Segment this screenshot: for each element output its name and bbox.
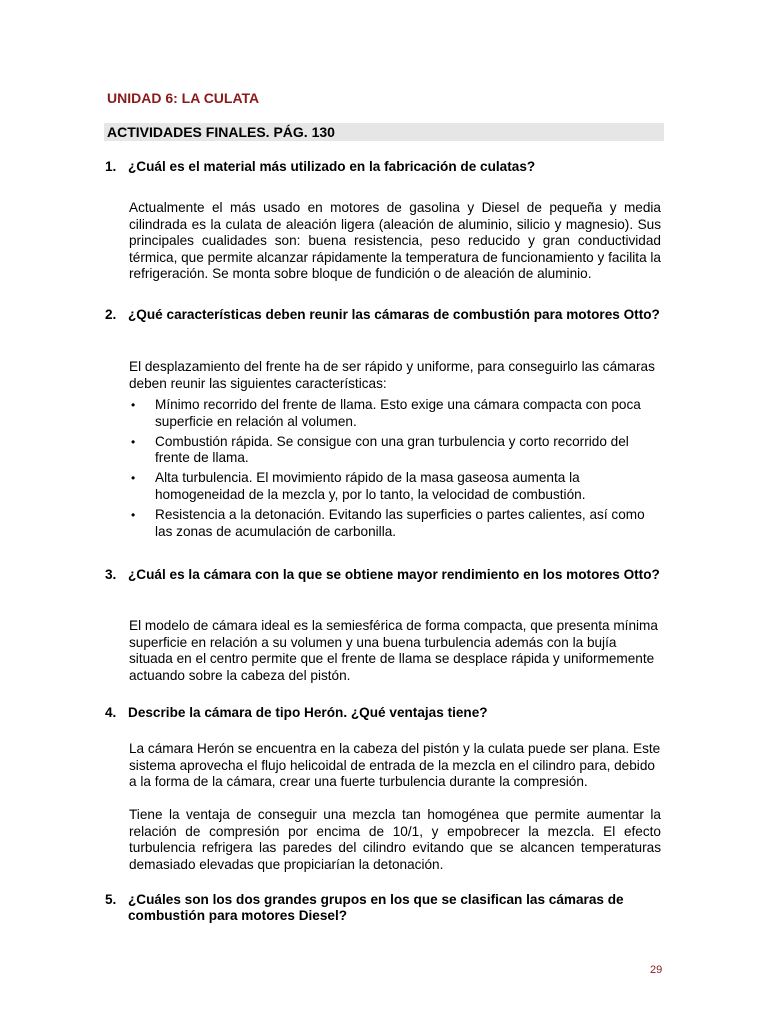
list-item	[129, 507, 661, 540]
answer-1: Actualmente el más usado en motores de gasolina y Diesel de pequeña y media cilindrada es la culata de aleación ligera (aleación de aluminio, silicio y magnesio). Sus principales cualidades son: buena resistencia, peso reducido y gran conductividad térmica, que permite alcanzar rápidamente la temperatura de funcionamiento y facilita la refrigeración. Se monta sobre bloque de fundición o de aleación de aluminio.	[129, 200, 661, 282]
bullet-icon: •	[131, 434, 136, 449]
question-number: 5.	[105, 892, 117, 907]
list-item	[129, 397, 661, 430]
question-text: ¿Cuál es el material más utilizado en la fabricación de culatas?	[128, 159, 536, 174]
question-text: ¿Qué características deben reunir las cámaras de combustión para motores Otto?	[128, 307, 660, 322]
question-1	[105, 159, 660, 175]
section-header-bar	[104, 123, 664, 141]
characteristics-list	[129, 397, 661, 544]
question-text: ¿Cuáles son los dos grandes grupos en los que se clasifican las cámaras de combustión para motores Diesel?	[128, 892, 624, 923]
unit-title: UNIDAD 6: LA CULATA	[107, 90, 260, 106]
answer-2-intro: El desplazamiento del frente ha de ser rápido y uniforme, para conseguirlo las cámaras deben reunir las siguientes características:	[129, 359, 655, 391]
question-text: ¿Cuál es la cámara con la que se obtiene mayor rendimiento en los motores Otto?	[128, 567, 660, 582]
question-5	[105, 892, 660, 924]
page-number: 29	[650, 964, 663, 976]
list-item-text: Resistencia a la detonación. Evitando las superficies o partes calientes, así como las zonas de acumulación de carbonilla.	[155, 507, 645, 539]
question-number: 4.	[105, 705, 117, 720]
question-number: 1.	[105, 159, 117, 174]
answer-4-paragraph-1: La cámara Herón se encuentra en la cabeza del pistón y la culata puede ser plana. Este sistema aprovecha el flujo helicoidal de entrada de la mezcla en el cilindro para, debido a la forma de la cámara, crear una fuerte turbulencia durante la compresión.	[129, 741, 661, 790]
list-item-text: Combustión rápida. Se consigue con una gran turbulencia y corto recorrido del frente de llama.	[155, 433, 629, 466]
list-item-text: Alta turbulencia. El movimiento rápido de la masa gaseosa aumenta la homogeneidad de la mezcla y, por lo tanto, la velocidad de combustión.	[155, 470, 586, 502]
list-item-text: Mínimo recorrido del frente de llama. Esto exige una cámara compacta con poca superficie en relación al volumen.	[155, 397, 641, 429]
question-text: Describe la cámara de tipo Herón. ¿Qué ventajas tiene?	[128, 705, 488, 720]
section-title: ACTIVIDADES FINALES. PÁG. 130	[107, 124, 335, 140]
bullet-icon: •	[131, 471, 136, 486]
bullet-icon: •	[131, 508, 136, 523]
question-2	[105, 307, 660, 323]
bullet-icon: •	[131, 398, 136, 412]
answer-4-paragraph-2: Tiene la ventaja de conseguir una mezcla tan homogénea que permite aumentar la relación de compresión por encima de 10/1, y empobrecer la mezcla. El efecto turbulencia refrigera las paredes del cilindro evitando que se alcancen temperaturas demasiado elevadas que propiciarían la detonación.	[129, 807, 661, 872]
question-number: 3.	[105, 567, 117, 582]
answer-3: El modelo de cámara ideal es la semiesférica de forma compacta, que presenta mínima superficie en relación a su volumen y una buena turbulencia además con la bujía situada en el centro permite que el frente de llama se desplace rápida y uniformemente actuando sobre la cabeza del pistón.	[129, 618, 658, 683]
question-number: 2.	[105, 307, 117, 322]
list-item	[129, 434, 661, 467]
question-3	[105, 567, 660, 583]
list-item	[129, 470, 661, 503]
question-4	[105, 705, 660, 721]
